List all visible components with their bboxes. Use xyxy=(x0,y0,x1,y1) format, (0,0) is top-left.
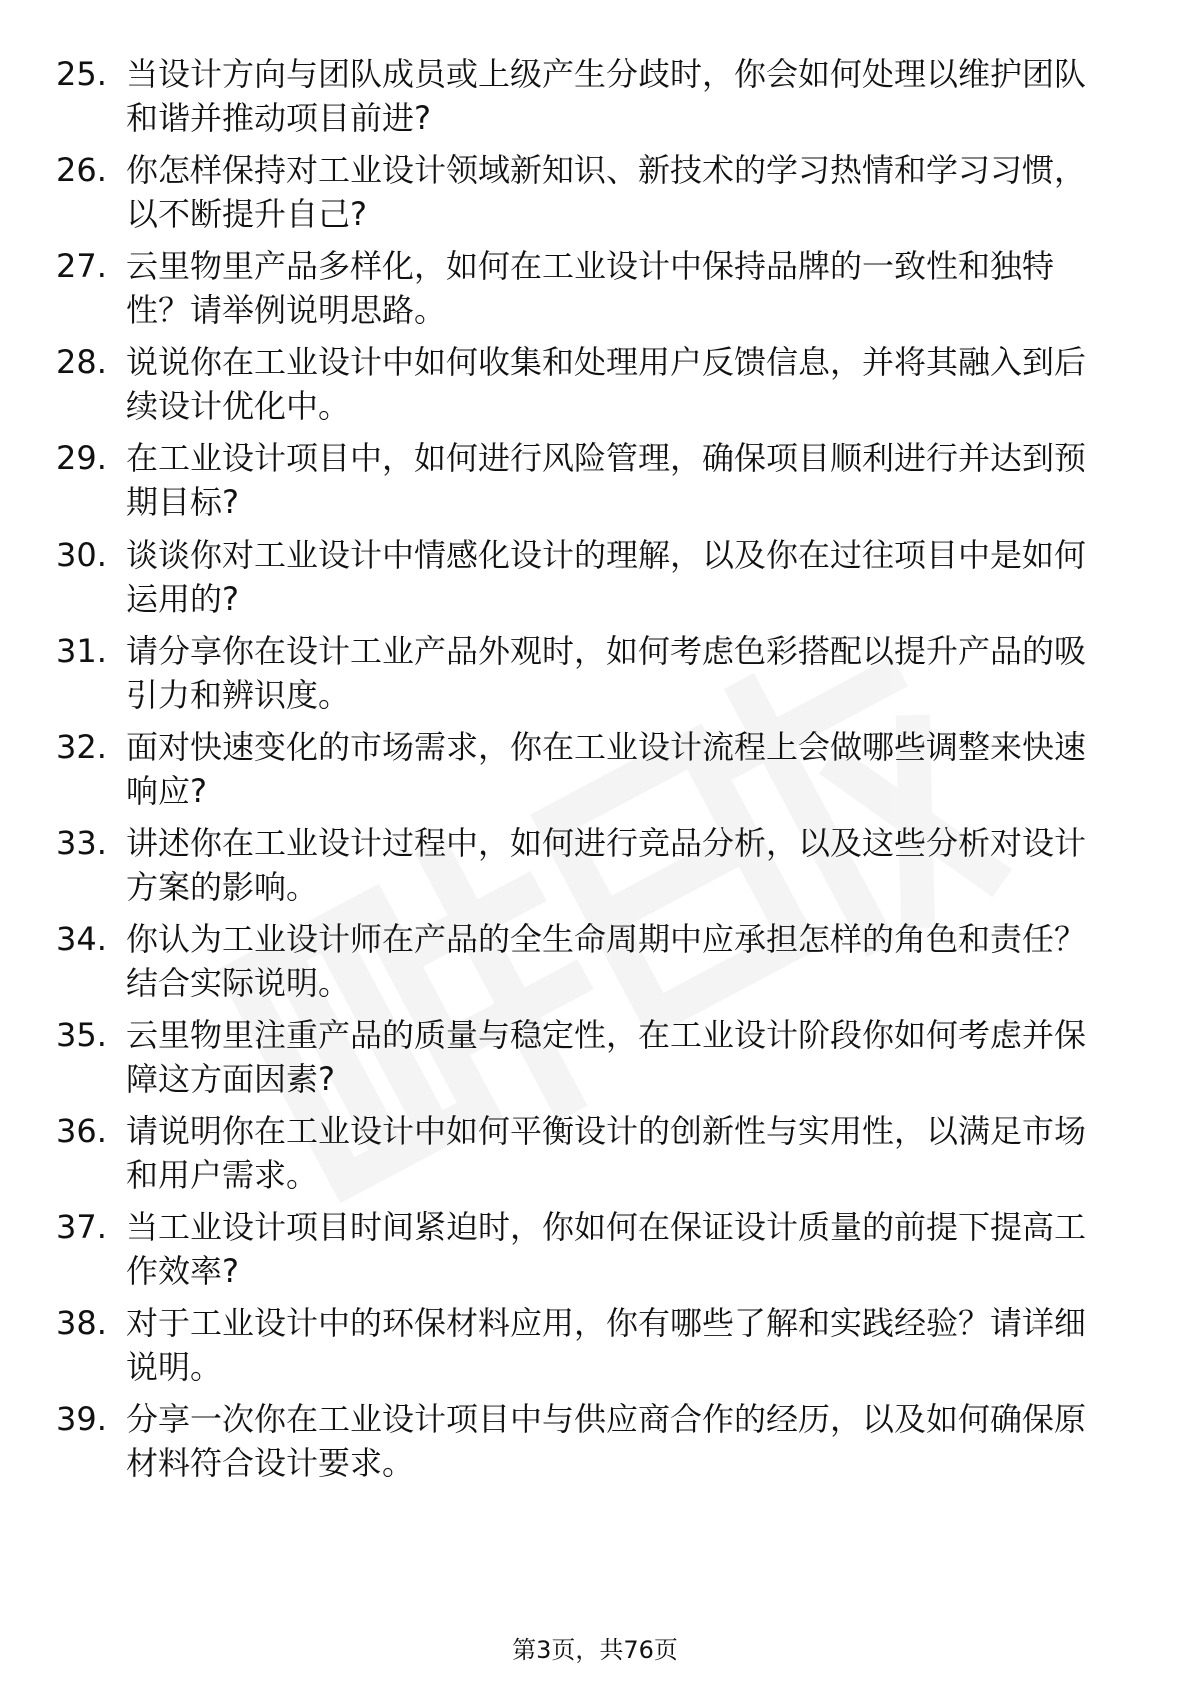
question-number: 26. xyxy=(56,151,107,189)
question-item xyxy=(0,1109,1190,1209)
question-item xyxy=(0,629,1190,729)
question-item xyxy=(0,725,1190,825)
question-item xyxy=(0,533,1190,633)
question-text: 谈谈你对工业设计中情感化设计的理解，以及你在过往项目中是如何运用的? xyxy=(126,536,1087,618)
question-number: 36. xyxy=(56,1112,107,1150)
question-item xyxy=(0,1205,1190,1305)
question-item xyxy=(0,1013,1190,1113)
page-indicator: 第3页，共76页 xyxy=(512,1636,678,1664)
question-text: 当工业设计项目时间紧迫时，你如何在保证设计质量的前提下提高工作效率? xyxy=(126,1208,1087,1290)
question-text: 讲述你在工业设计过程中，如何进行竞品分析，以及这些分析对设计方案的影响。 xyxy=(126,824,1087,906)
question-text: 面对快速变化的市场需求，你在工业设计流程上会做哪些调整来快速响应? xyxy=(126,728,1087,810)
question-number: 37. xyxy=(56,1208,107,1246)
question-number: 27. xyxy=(56,247,107,285)
question-number: 25. xyxy=(56,55,107,93)
question-number: 39. xyxy=(56,1400,107,1438)
question-item xyxy=(0,1397,1190,1497)
question-text: 云里物里产品多样化，如何在工业设计中保持品牌的一致性和独特性？请举例说明思路。 xyxy=(126,247,1055,329)
question-number: 35. xyxy=(56,1016,107,1054)
question-number: 33. xyxy=(56,824,107,862)
question-text: 对于工业设计中的环保材料应用，你有哪些了解和实践经验？请详细说明。 xyxy=(126,1304,1087,1386)
question-number: 29. xyxy=(56,439,107,477)
question-item xyxy=(0,52,1190,152)
question-text: 请说明你在工业设计中如何平衡设计的创新性与实用性，以满足市场和用户需求。 xyxy=(126,1112,1087,1194)
question-item xyxy=(0,1301,1190,1401)
question-item xyxy=(0,148,1190,248)
question-number: 38. xyxy=(56,1304,107,1342)
question-number: 28. xyxy=(56,343,107,381)
question-item xyxy=(0,244,1190,344)
question-text: 你怎样保持对工业设计领域新知识、新技术的学习热情和学习习惯，以不断提升自己? xyxy=(126,151,1087,233)
question-text: 说说你在工业设计中如何收集和处理用户反馈信息，并将其融入到后续设计优化中。 xyxy=(126,343,1087,425)
question-number: 30. xyxy=(56,536,107,574)
question-item xyxy=(0,436,1190,536)
question-number: 31. xyxy=(56,632,107,670)
question-text: 云里物里注重产品的质量与稳定性，在工业设计阶段你如何考虑并保障这方面因素? xyxy=(126,1016,1087,1098)
question-number: 34. xyxy=(56,920,107,958)
question-text: 你认为工业设计师在产品的全生命周期中应承担怎样的角色和责任？结合实际说明。 xyxy=(126,920,1087,1002)
question-text: 分享一次你在工业设计项目中与供应商合作的经历，以及如何确保原材料符合设计要求。 xyxy=(126,1400,1087,1482)
question-item xyxy=(0,917,1190,1017)
question-text: 当设计方向与团队成员或上级产生分歧时，你会如何处理以维护团队和谐并推动项目前进? xyxy=(126,55,1087,137)
question-text: 在工业设计项目中，如何进行风险管理，确保项目顺利进行并达到预期目标? xyxy=(126,439,1087,521)
question-number: 32. xyxy=(56,728,107,766)
question-item xyxy=(0,340,1190,440)
question-text: 请分享你在设计工业产品外观时，如何考虑色彩搭配以提升产品的吸引力和辨识度。 xyxy=(126,632,1087,714)
question-item xyxy=(0,821,1190,921)
